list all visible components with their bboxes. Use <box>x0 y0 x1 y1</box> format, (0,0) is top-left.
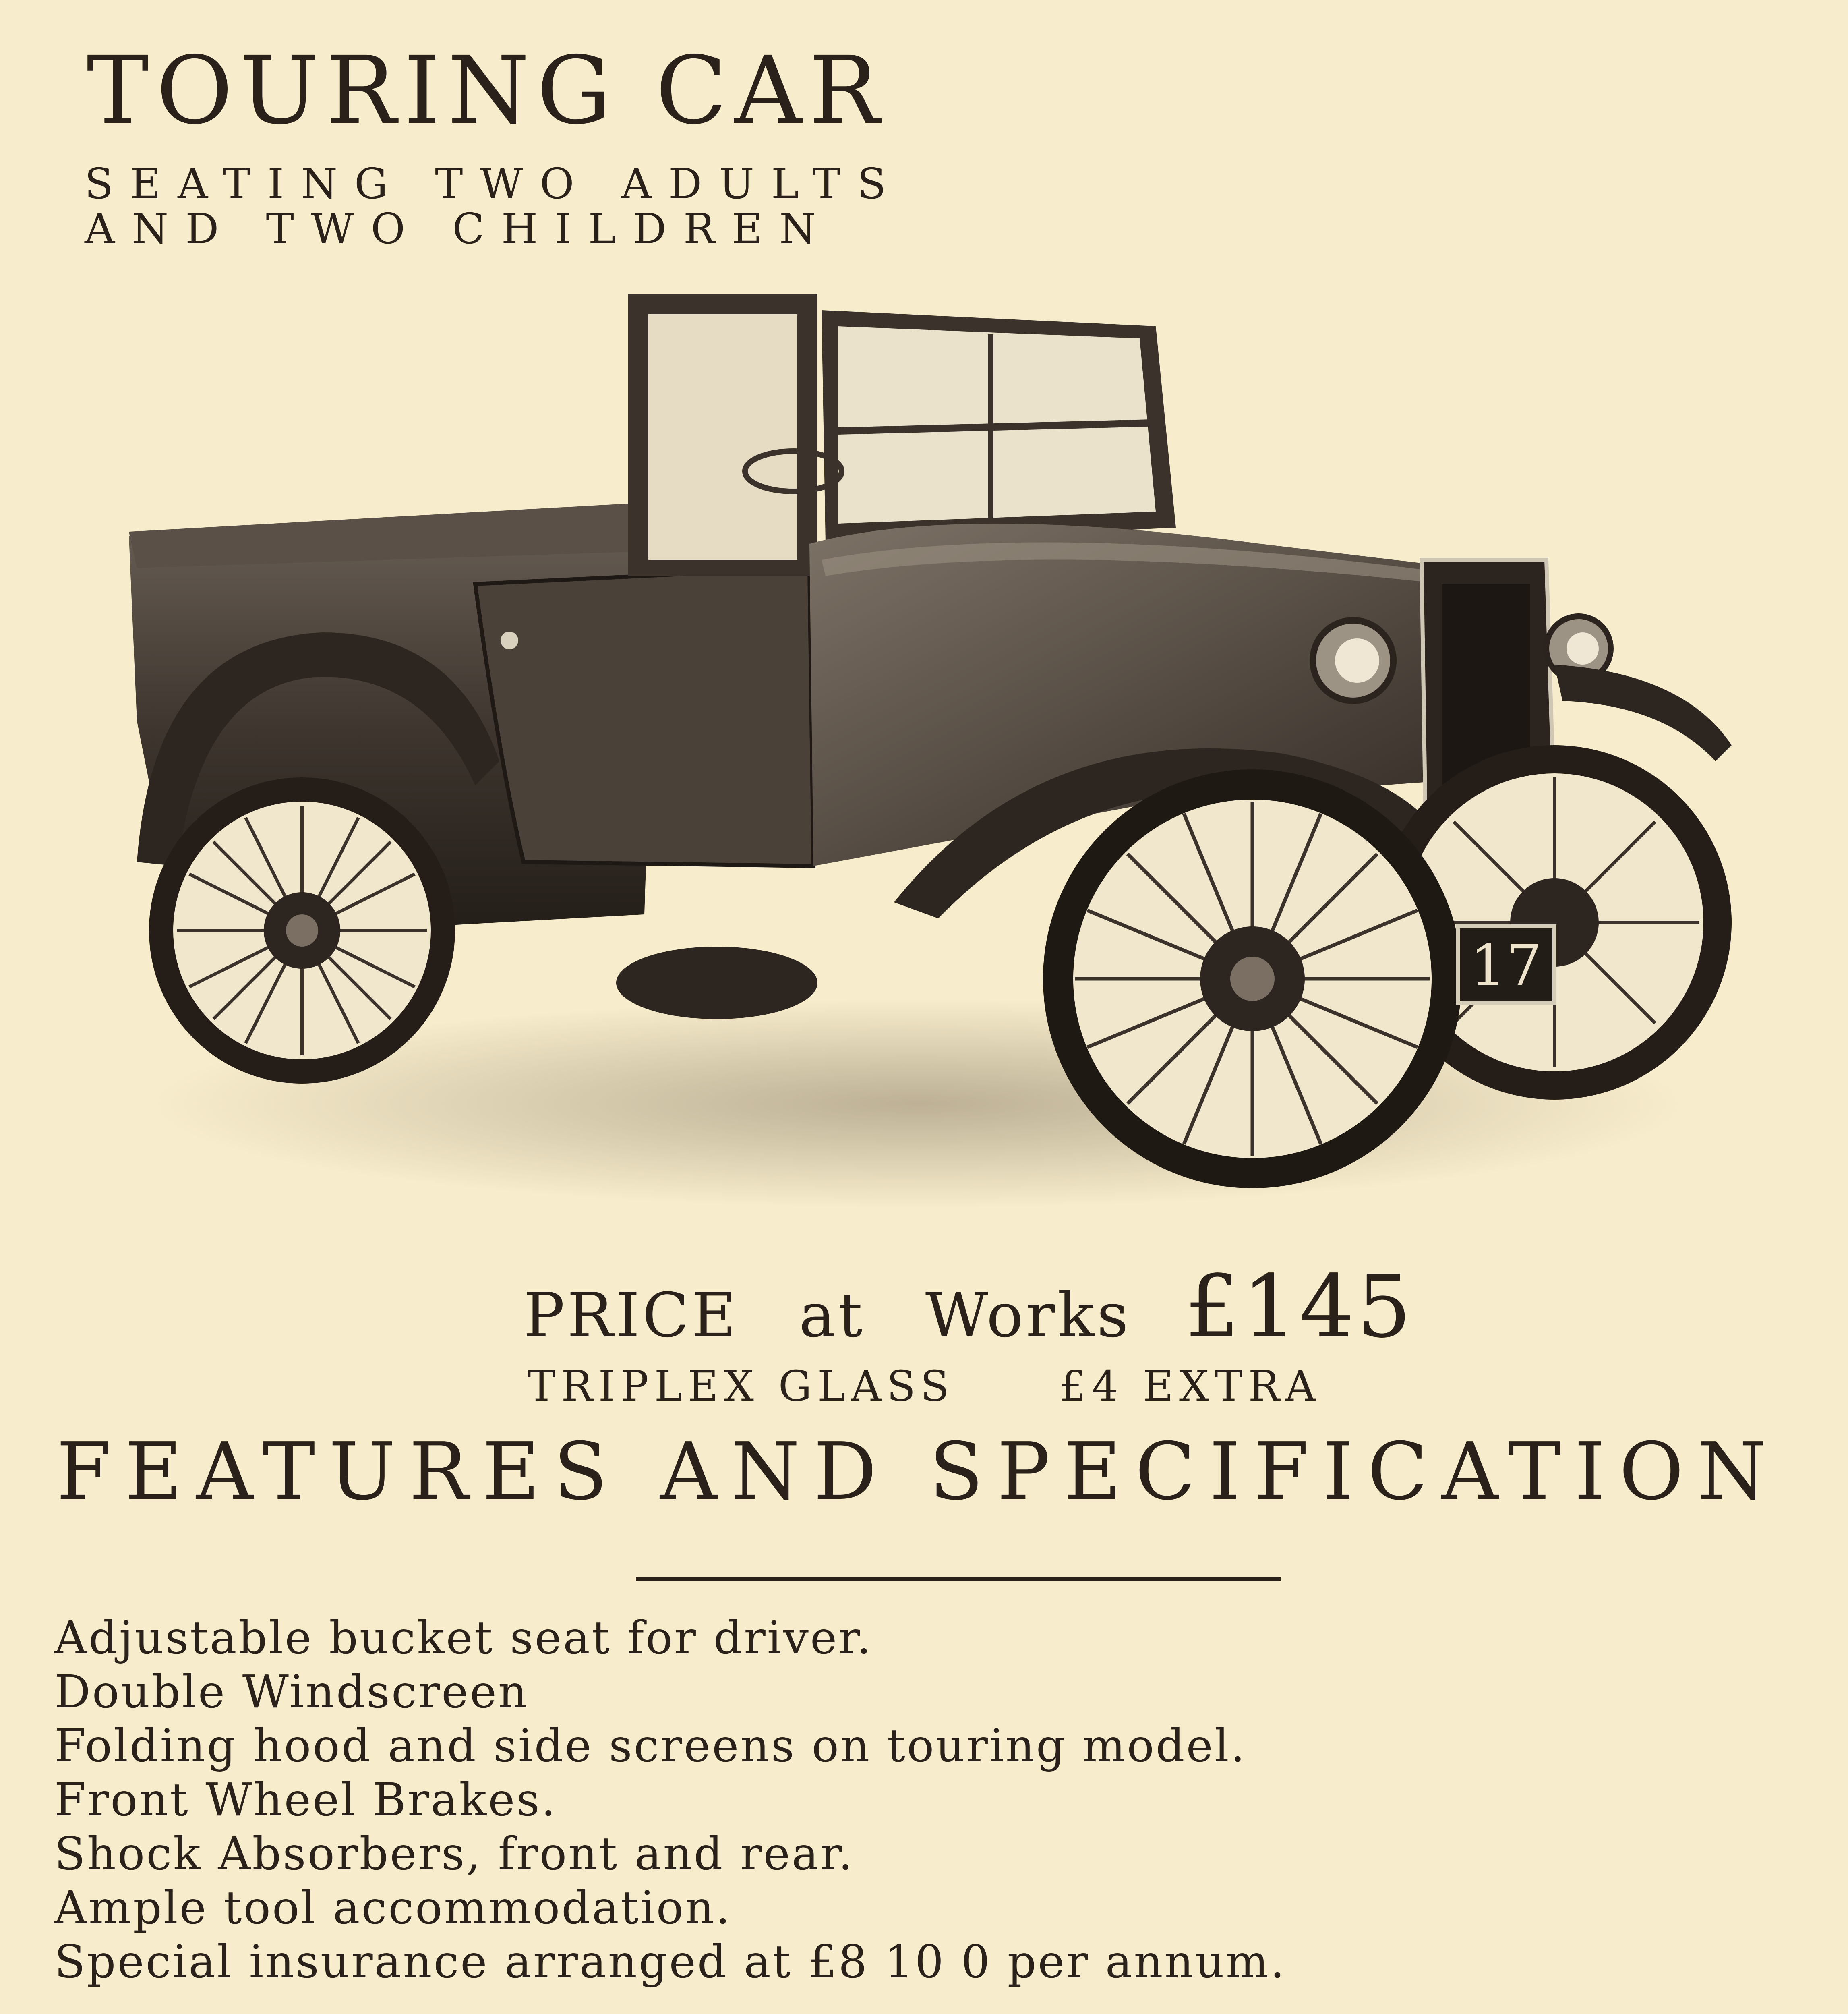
feature-list <box>54 1611 1286 1989</box>
features-heading: FEATURES AND SPECIFICATION <box>56 1426 1780 1518</box>
price-line <box>524 1257 1414 1357</box>
price-works-label: Works <box>925 1280 1131 1351</box>
list-item: Double Windscreen <box>54 1666 529 1718</box>
price-label: PRICE <box>524 1280 739 1351</box>
list-item: Folding hood and side screens on touring model. <box>54 1720 1247 1772</box>
list-item: Shock Absorbers, front and rear. <box>54 1828 855 1880</box>
subtitle-line-2: AND TWO CHILDREN <box>85 204 833 253</box>
page-title: TOURING CAR <box>87 36 887 145</box>
extra-amount: £4 EXTRA <box>1059 1361 1321 1411</box>
list-item: Adjustable bucket seat for driver. <box>54 1612 873 1664</box>
price-at-label: at <box>799 1280 865 1351</box>
divider <box>636 1577 1281 1581</box>
seating-subtitle <box>85 161 903 251</box>
list-item: Special insurance arranged at £8 10 0 per annum. <box>54 1936 1286 1988</box>
extra-line <box>528 1361 1321 1411</box>
extra-item: TRIPLEX GLASS <box>528 1361 955 1411</box>
car-illustration <box>113 278 1764 1253</box>
price-amount: £145 <box>1185 1257 1414 1357</box>
number-plate: 17 <box>1470 933 1542 999</box>
list-item: Front Wheel Brakes. <box>54 1774 557 1826</box>
subtitle-line-1: SEATING TWO ADULTS <box>85 159 903 208</box>
list-item: Ample tool accommodation. <box>54 1882 732 1934</box>
